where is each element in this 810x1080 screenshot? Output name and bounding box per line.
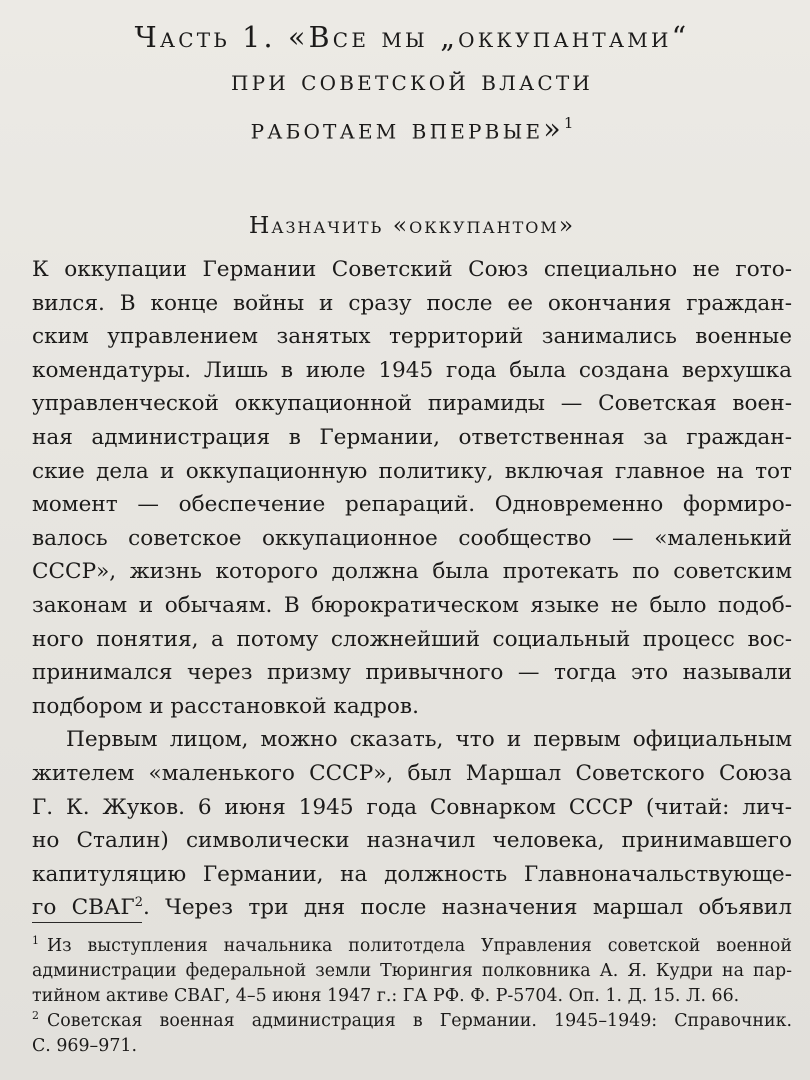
paragraph-1-line-3: ским управлением занятых территорий занимались военные (32, 324, 792, 350)
footnote-2-line-2: С. 969–971. (32, 1036, 137, 1056)
paragraph-2-line-1: Первым лицом, можно сказать, что и первым официальным (66, 727, 792, 753)
part-title-line-2: при советской власти (230, 64, 594, 97)
part-title-line-3 (32, 102, 792, 151)
footnote-1 (32, 934, 792, 1009)
part-title (32, 16, 792, 151)
footnote-1-line-1-text: Из выступления начальника политотдела Управления советской военной (47, 936, 792, 956)
paragraph-2-line-6-end: Через три дня после назначения маршал объявил (165, 895, 792, 921)
footnotes (32, 934, 792, 1059)
book-page (32, 0, 792, 1080)
part-title-footnote-mark[interactable]: 1 (563, 114, 574, 132)
paragraph-1-line-4: комендатуры. Лишь в июле 1945 года была создана верхушка (32, 357, 792, 383)
paragraph-1-line-8: момент — обеспечение репараций. Одновременно формиро- (32, 492, 792, 518)
paragraph-2-line-3: Г. К. Жуков. 6 июня 1945 года Совнарком СССР (читай: лич- (32, 794, 792, 820)
paragraph-2-line-4: но Сталин) символически назначил человека, принимавшего (32, 828, 792, 854)
paragraph-1-line-7: ские дела и оккупационную политику, включая главное на тот (32, 458, 792, 484)
part-title-line-1: Часть 1. «Все мы „оккупантами“ (134, 21, 690, 54)
footnote-2-line-1 (32, 1009, 792, 1034)
paragraph-1-line-11: законам и обычаям. В бюрократическом языке не было подоб- (32, 592, 792, 618)
paragraph-1-line-6: ная администрация в Германии, ответственная за граждан- (32, 424, 792, 450)
paragraph-1-line-1: К оккупации Германии Советский Союз специально не гото- (32, 257, 792, 282)
footnote-2-mark: 2 (32, 1009, 39, 1023)
paragraph-2-line-6-start: го СВАГ (32, 895, 135, 921)
paragraph-1-line-2: вился. В конце войны и сразу после ее окончания граждан- (32, 290, 792, 316)
footnote-2-line-1-text: Советская военная администрация в Германии. 1945–1949: Справочник. (47, 1011, 792, 1031)
footnote-divider (32, 922, 142, 923)
section-title: Назначить «оккупантом» (248, 211, 576, 239)
paragraph-1-line-9: валось советское оккупационное сообщество — «маленький (32, 525, 792, 551)
paragraph-1-line-5: управленческой оккупационной пирамиды — Советская воен- (32, 391, 792, 417)
body-text (32, 253, 792, 925)
paragraph-2 (32, 723, 792, 925)
inline-footnote-mark-2[interactable]: 2 (134, 895, 143, 911)
paragraph-2-line-6: го СВАГ$^2$. Через три дня после назначения маршал объявил (32, 895, 792, 921)
footnote-2 (32, 1009, 792, 1059)
footnote-1-line-3: тийном активе СВАГ, 4–5 июня 1947 г.: ГА РФ. Ф. Р-5704. Оп. 1. Д. 15. Л. 66. (32, 986, 740, 1006)
paragraph-2-line-2: жителем «маленького СССР», был Маршал Советского Союза (32, 760, 792, 786)
paragraph-2-line-5: капитуляцию Германии, на должность Главноначальствующе- (32, 861, 792, 887)
footnote-1-line-1 (32, 934, 792, 959)
paragraph-1 (32, 253, 792, 723)
paragraph-1-line-10: СССР», жизнь которого должна была протекать по советским (32, 559, 792, 585)
footnote-1-line-2: администрации федеральной земли Тюрингия полковника А. Я. Кудри на пар- (32, 961, 792, 981)
paragraph-1-line-13: принимался через призму привычного — тогда это называли (32, 660, 792, 686)
paragraph-1-line-12: ного понятия, а потому сложнейший социальный процесс вос- (32, 626, 792, 652)
paragraph-1-line-14: подбором и расстановкой кадров. (32, 693, 419, 719)
part-title-line-3-text: работаем впервые» (250, 112, 564, 146)
footnote-1-mark: 1 (32, 934, 39, 948)
